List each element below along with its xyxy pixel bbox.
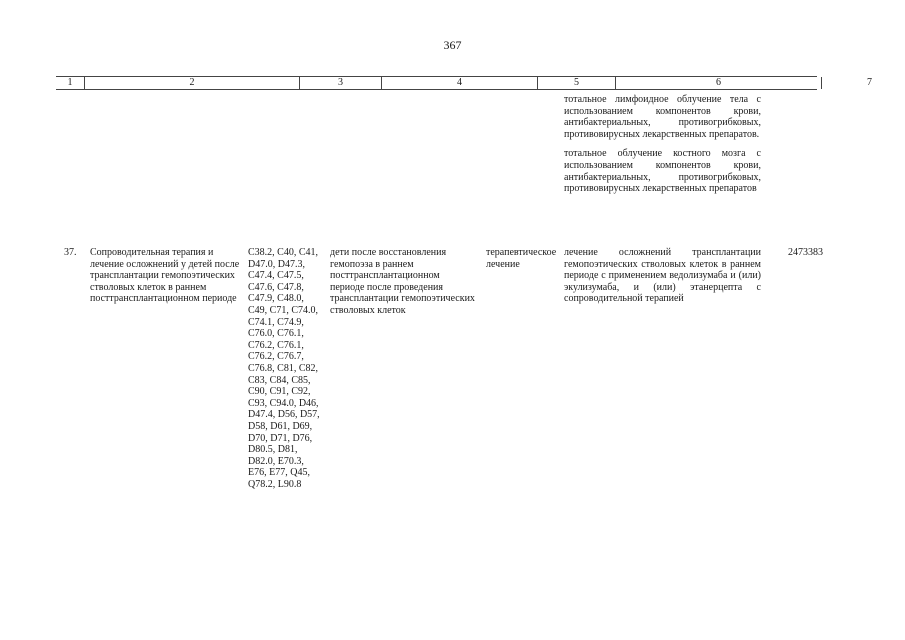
row-number: 37. [64, 247, 77, 258]
row-treatment-type: терапевтическое лечение [486, 247, 557, 270]
method-paragraph: тотальное лимфоидное облучение тела с использованием компонентов крови, антибактериальных, противогрибковых, противовирусных лекарственных препаратов. [564, 94, 761, 140]
row-codes: C38.2, C40, C41, D47.0, D47.3, C47.4, C47.5, C47.6, C47.8, C47.9, C48.0, C49, C71, C74.0, C74.1, C74.9, C76.0, C76.1, C76.2, C76.1, C76.2, C76.7, C76.8, C81, C82, C83, C84, C85, C90, C91, C92, C93, C94.0, D46, D47.4, D56, D57, D58, D61, D69, D70, D71, D76, D80.5, D81, D82.0, E70.3, E76, E77, Q45, Q78.2, L90.8 [248, 247, 320, 490]
header-col-3: 3 [300, 77, 382, 89]
row-cost: 2473383 [788, 247, 823, 258]
row-method: лечение осложнений трансплантации гемопоэтических стволовых клеток в раннем периоде с применением ведолизумаба и (или) экулизумаба, и (или) этанерцепта с сопроводительной терапией [564, 247, 761, 305]
row-patient-model: дети после восстановления гемопоэза в раннем посттрансплантационном периоде после проведения трансплантации гемопоэтических стволовых клеток [330, 247, 475, 316]
method-paragraph: тотальное облучение костного мозга с использованием компонентов крови, антибактериальных, противогрибковых, противовирусных лекарственных препаратов [564, 148, 761, 195]
header-col-4: 4 [382, 77, 538, 89]
row-name: Сопроводительная терапия и лечение осложнений у детей после трансплантации гемопоэтических стволовых клеток в раннем посттрансплантационном периоде [90, 247, 240, 305]
header-col-7: 7 [867, 77, 872, 88]
table-header-row [56, 76, 872, 90]
header-col-2: 2 [85, 77, 300, 89]
header-col-5: 5 [538, 77, 616, 89]
header-col-6: 6 [616, 77, 822, 89]
header-col-1: 1 [56, 77, 85, 89]
continuation-method-cell [564, 94, 761, 195]
page-number: 367 [443, 38, 462, 52]
